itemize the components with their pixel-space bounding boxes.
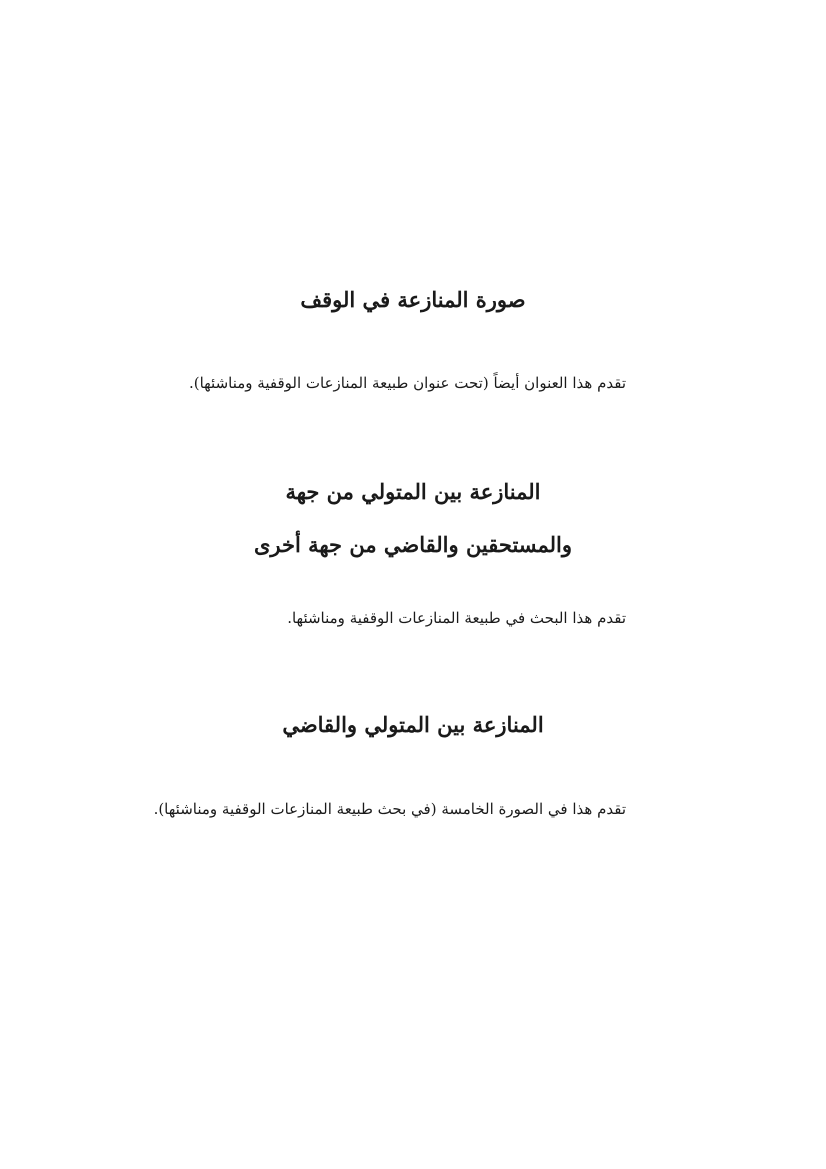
section-heading-waqf-dispute: صورة المنازعة في الوقف	[300, 287, 526, 312]
section-heading-trustee-vs-beneficiaries-line2: والمستحقين والقاضي من جهة أخرى	[253, 532, 573, 557]
section-text-trustee-vs-judge: تقدم هذا في الصورة الخامسة (في بحث طبيعة المنازعات الوقفية ومناشئها).	[153, 800, 626, 818]
section-text-trustee-vs-beneficiaries: تقدم هذا البحث في طبيعة المنازعات الوقفية ومناشئها.	[287, 609, 626, 627]
section-heading-trustee-vs-beneficiaries-line1: المنازعة بين المتولي من جهة	[285, 479, 541, 504]
section-text-waqf-dispute: تقدم هذا العنوان أيضاً (تحت عنوان طبيعة المنازعات الوقفية ومناشئها).	[188, 374, 626, 392]
section-heading-trustee-vs-judge: المنازعة بين المتولي والقاضي	[282, 712, 544, 737]
